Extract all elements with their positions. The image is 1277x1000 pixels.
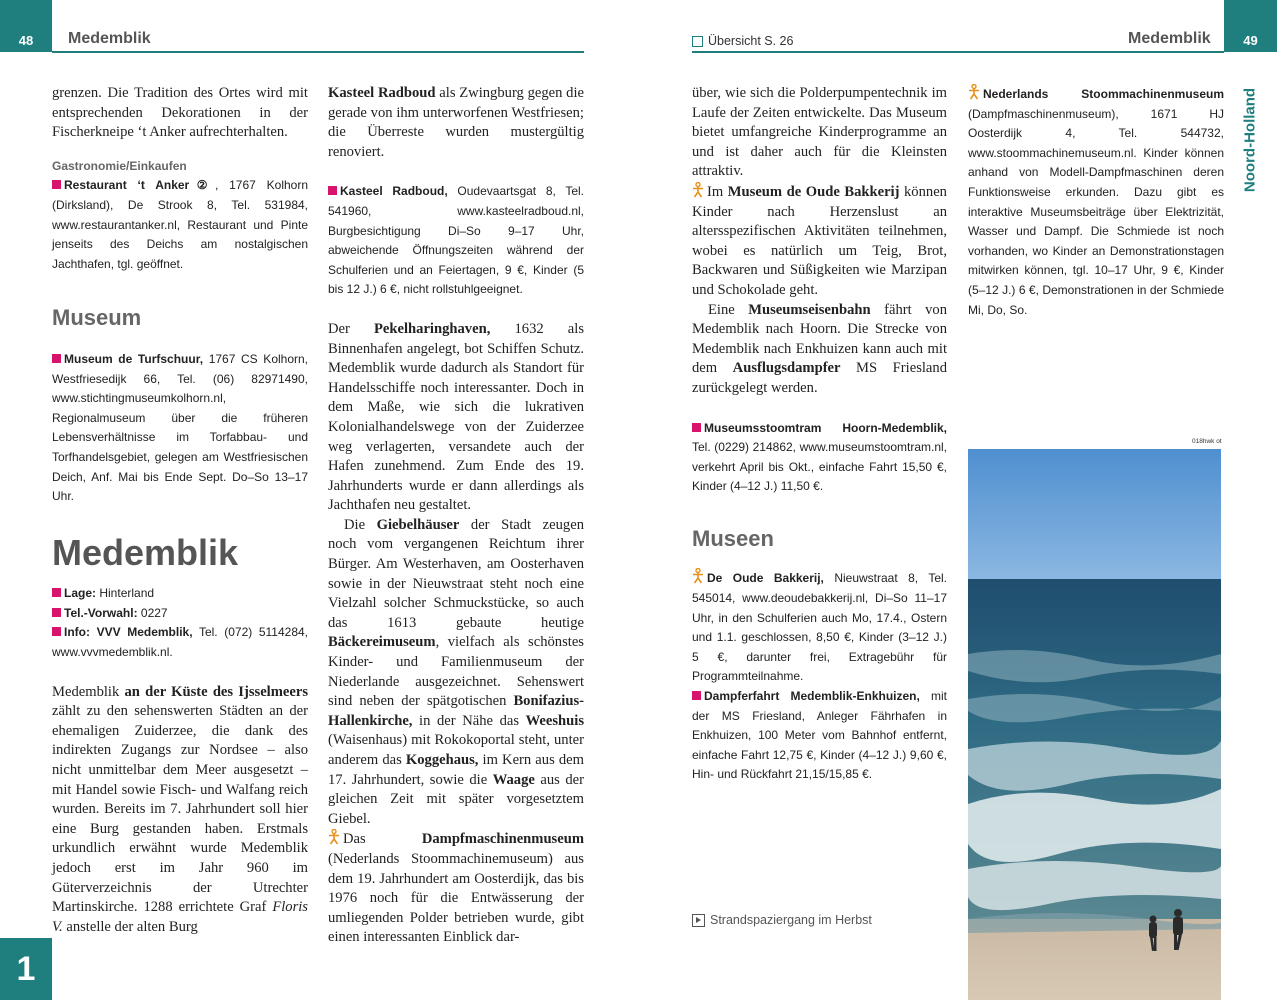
text-run: Medemblik xyxy=(52,683,125,700)
restaurant-entry xyxy=(52,176,308,274)
steam-museum-paragraph xyxy=(328,829,584,948)
restaurant-name: Restaurant ‘t Anker② xyxy=(64,178,215,193)
fact-lage xyxy=(52,584,308,604)
text-run: fährt von Medemblik nach Hoorn. Die Strecke von Medemblik nach Enkhuizen kann auch mit dem xyxy=(692,301,947,377)
text-run: Eine xyxy=(708,301,749,318)
railway-paragraph xyxy=(692,301,947,399)
running-title-right: Medemblik xyxy=(1128,30,1211,47)
section-heading-museum: Museum xyxy=(52,305,142,331)
text-run: Floris V. xyxy=(52,899,308,935)
right-column-2 xyxy=(968,84,1224,320)
text-run: Der xyxy=(328,320,374,337)
beach-photo xyxy=(968,449,1221,1000)
page-number-left: 48 xyxy=(0,0,52,52)
caption-arrow-icon xyxy=(692,914,705,927)
fact-value: 0227 xyxy=(137,605,168,620)
text-run: aus der gleichen Zeit mit später vorgesetztem Giebel. xyxy=(328,771,584,827)
text-run: Pekelharinghaven, xyxy=(374,320,491,337)
bakery-entry xyxy=(692,568,947,687)
text-run: können Kinder nach Herzenslust an altersspezifischen Aktivitäten teilnehmen, wobei es natürlich um Teig, Brot, Backwaren und Süßigkeiten wie Marzipan und Schokolade geht. xyxy=(692,183,947,298)
child-icon xyxy=(692,182,704,198)
tram-entry xyxy=(692,419,947,497)
continued-paragraph: grenzen. Die Tradition des Ortes wird mit entsprechenden Dekorationen in der Fischerkneipe ‘t Anker aufrechterhalten. xyxy=(52,85,308,141)
overview-label: Übersicht S. 26 xyxy=(708,34,794,48)
photo-caption xyxy=(692,913,872,927)
header-rule-left xyxy=(52,51,584,53)
square-bullet-icon xyxy=(52,627,61,636)
bakery-name: De Oude Bakkerij, xyxy=(707,571,824,586)
text-run: Bonifazius-Hallenkirche, xyxy=(328,693,584,729)
text-run: (Waisenhaus) mit Rokokoportal steht, unter anderem das xyxy=(328,732,584,768)
town-facts xyxy=(52,584,308,662)
ferry-entry xyxy=(692,687,947,785)
gable-houses-paragraph xyxy=(328,516,584,830)
square-bullet-icon xyxy=(52,180,61,189)
child-icon xyxy=(328,829,340,845)
page-number-right: 49 xyxy=(1224,0,1277,52)
harbour-paragraph xyxy=(328,320,584,516)
castle-details: Oudevaartsgat 8, Tel. 541960, www.kasteelradboud.nl, Burgbesichtigung Di–So 9–17 Uhr, abweichende Öffnungszeiten während der Schulferien und an Feiertagen, 9 €, Kinder (5 bis 12 J.) 6 €, nicht rollstuhlgeeignet. xyxy=(328,184,584,297)
text-run: als Zwingburg gegen die gerade von ihm unterworfenen Westfriesen; die Überreste wurden mustergültig renoviert. xyxy=(328,85,584,160)
right-column-1 xyxy=(692,84,947,785)
town-heading: Medemblik xyxy=(52,531,239,573)
tram-details: Tel. (0229) 214862, www.museumstoomtram.nl, verkehrt April bis Okt., einfache Fahrt 15,50 €, Kinder (4–12 J.) 11,50 €. xyxy=(692,440,947,494)
square-bullet-icon xyxy=(52,354,61,363)
text-run: 1632 als Binnenhafen angelegt, bot Schiffen Schutz. Medemblik wurde dadurch als Standort für Handelsschiffe noch interessanter. Doch in dem Maße, wie sich die lukrativen Kolonialhandelswege von der Zuiderzee weg verlagerten, versandete auch der Hafen zunehmend. Zum Ende des 19. Jahrhunderts wurde er dann allerdings als Jachthafen neu gestaltet. xyxy=(328,320,584,514)
text-run: zählt zu den sehenswerten Städten an der ehemaligen Zuiderzee, die dank des indirekten Zugangs zur Nordsee – also nicht unmittelbar dem Meer ausgesetzt – mit Handel sowie Fisch- und Walfang reich wurden. Bereits im 7. Jahrhundert soll hier eine Burg gestanden haben. Erstmals urkundlich erwähnt wurde Medemblik jedoch erst im Jahr 960 im Güterverzeichnis der Utrechter Martinskirche. 1288 errichtete Graf xyxy=(52,703,308,916)
text-run: der Stadt zeugen noch vom vergangenen Reichtum ihrer Bürger. Am Westerhaven, am Oosterhaven sowie in der Nieuwstraat steht noch eine Vielzahl solcher Schmuckstücke, so auch das 1613 gebaute heutige xyxy=(328,516,584,631)
fact-label: Info: VVV Medemblik, xyxy=(64,625,193,640)
text-run: Dampfmaschinenmuseum xyxy=(421,831,584,848)
pump-technology-paragraph: über, wie sich die Polderpumpentechnik im Laufe der Zeiten entwickelte. Das Museum bietet umfangreiche Kinderprogramme an und ist daher auch für die Kleinsten attraktiv. xyxy=(692,85,947,180)
square-outline-icon xyxy=(692,36,703,47)
steam-museum-details: (Dampfmaschinenmuseum), 1671 HJ Oosterdijk 4, Tel. 544732, www.stoommachinemuseum.nl. Kinder können anhand von Modell-Dampfmaschinen deren Funktionsweise erkunden. Dazu gibt es interaktive Museumsbeiträge über Elektrizität, Wasser und Dampf. Die Schmiede ist noch vorhanden, wo Kinder an Demonstrationstagen mitwirken können, tgl. 10–17 Uhr, 9 €, Kinder (5–12 J.) 6 €, Demonstrationen in der Schmiede Mi, Do, So. xyxy=(968,106,1224,317)
museum-entry xyxy=(52,350,308,507)
fact-label: Lage: xyxy=(64,586,97,601)
text-run: in der Nähe das xyxy=(412,712,526,729)
fact-label: Tel.-Vorwahl: xyxy=(64,605,138,620)
square-bullet-icon xyxy=(692,423,701,432)
text-run: im Kern aus dem 17. Jahrhundert, sowie die xyxy=(328,752,584,788)
header-rule-right xyxy=(692,51,1224,53)
text-run: anstelle der alten Burg xyxy=(62,918,198,935)
text-run: (Nederlands Stoommachinemuseum) aus dem 19. Jahrhundert am Oosterdijk, das bis 1976 noch für die Entwässerung der umliegenden Polder betrieben wurde, gibt einen interessanten Einblick dar- xyxy=(328,850,584,946)
ferry-name: Dampferfahrt Medemblik-Enkhuizen, xyxy=(704,689,920,704)
text-run: an der Küste des Ijsselmeers xyxy=(124,683,308,700)
text-run: Das xyxy=(343,831,422,848)
text-run: Im xyxy=(707,183,728,200)
castle-name: Kasteel Radboud, xyxy=(340,184,448,199)
text-run: Ausflugsdampfer xyxy=(732,360,841,377)
text-run: Weeshuis xyxy=(525,712,584,729)
fact-value: Hinterland xyxy=(96,586,155,601)
castle-paragraph xyxy=(328,84,584,162)
fact-tel xyxy=(52,604,308,624)
caption-text: Strandspaziergang im Herbst xyxy=(710,913,872,927)
text-run: Bäckereimuseum xyxy=(328,634,436,651)
square-bullet-icon xyxy=(692,691,701,700)
region-side-tab xyxy=(1224,52,1277,450)
child-icon xyxy=(968,84,980,100)
text-run: Museum de Oude Bakkerij xyxy=(727,183,900,200)
fact-value: Tel. (072) 5114284, www.vvvmedemblik.nl. xyxy=(52,625,309,660)
fact-info xyxy=(52,623,308,662)
square-bullet-icon xyxy=(52,608,61,617)
tram-name: Museumsstoomtram Hoorn-Medemblik, xyxy=(704,420,947,435)
child-icon xyxy=(692,568,704,584)
gastronomy-heading: Gastronomie/Einkaufen xyxy=(52,158,187,173)
text-run: Koggehaus, xyxy=(405,752,479,768)
text-run: , vielfach als schönstes Kinder- und Familienmuseum der Niederlande ausgezeichnet. Sehenswert sind neben der spätgotischen xyxy=(328,634,584,710)
ferry-details: mit der MS Friesland, Anleger Fährhafen in Enkhuizen, 100 Meter vom Bahnhof entfernt, einfache Fahrt 12,75 €, Kinder (4–12 J.) 9,60 €, Hin- und Rückfahrt 21,15/15,85 €. xyxy=(692,689,947,782)
castle-entry xyxy=(328,182,584,300)
text-run: Giebelhäuser xyxy=(376,516,460,533)
text-run: Museumseisenbahn xyxy=(748,301,871,318)
museum-name: Museum de Turfschuur, xyxy=(64,351,204,366)
text-run: Kasteel Radboud xyxy=(328,85,436,101)
section-heading-museen: Museen xyxy=(692,525,774,551)
running-title-left: Medemblik xyxy=(68,30,151,47)
square-bullet-icon xyxy=(52,588,61,597)
text-run: MS Friesland zurückgelegt werden. xyxy=(692,360,947,396)
overview-link[interactable] xyxy=(692,34,793,48)
bakery-paragraph xyxy=(692,182,947,301)
steam-museum-entry xyxy=(968,84,1224,320)
intro-paragraph xyxy=(52,683,308,938)
chapter-tab: 1 xyxy=(0,938,52,1000)
restaurant-details: , 1767 Kolhorn (Dirksland), De Strook 8, Tel. 531984, www.restaurantanker.nl, Restaurant und Pinte jenseits des Deichs am nostalgischen Jachthafen, tgl. geöffnet. xyxy=(52,178,309,271)
museum-details: 1767 CS Kolhorn, Westfriesedijk 66, Tel. (06) 82971490, www.stichtingmuseumkolhorn.nl, Regionalmuseum über die früheren Lebensverhältnisse im Torfabbau- und Torfhandelsgebiet, gelegen am Westfriesischen Deich, Anf. Mai bis Ende Sept. Do–So 13–17 Uhr. xyxy=(52,351,309,504)
photo-credit: 018hwk ot xyxy=(1192,438,1222,445)
left-column-2 xyxy=(328,84,584,948)
square-bullet-icon xyxy=(328,186,337,195)
region-label: Noord-Holland xyxy=(1241,87,1259,193)
steam-museum-name: Nederlands Stoommachinenmuseum xyxy=(983,87,1224,101)
left-column-1 xyxy=(52,84,308,937)
text-run: Waage xyxy=(492,771,535,788)
bakery-details: Nieuwstraat 8, Tel. 545014, www.deoudebakkerij.nl, Di–So 11–17 Uhr, in den Schulferien auch Mo, 17.4., Ostern und 1.1. geschlossen, 8,50 €, Kinder (3–12 J.) 5 €, darunter frei, Extragebühr für Programmteilnahme. xyxy=(692,571,947,684)
text-run: Die xyxy=(344,516,377,533)
